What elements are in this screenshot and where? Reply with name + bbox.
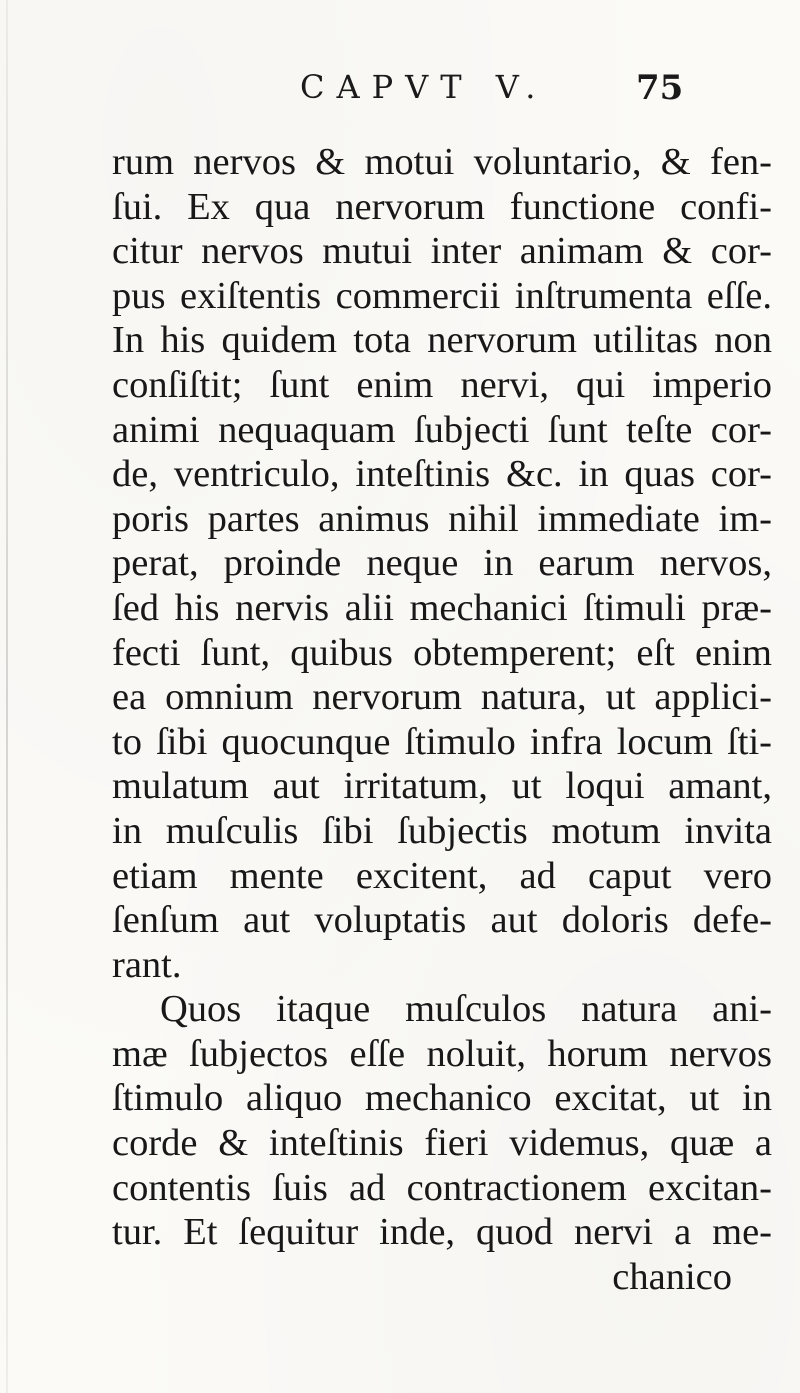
- text-line: mæ ſubjectos eſſe noluit, horum nervos: [112, 1032, 772, 1075]
- text-line: contentis ſuis ad contractionem excitan-: [112, 1166, 772, 1209]
- text-line: ſed his nervis alii mechanici ſtimuli præ-: [112, 586, 772, 629]
- text-line: ſtimulo aliquo mechanico excitat, ut in: [112, 1077, 772, 1120]
- text-line: to ſibi quocunque ſtimulo infra locum ſti-: [112, 720, 772, 763]
- text-line: fecti ſunt, quibus obtemperent; eſt enim: [112, 631, 772, 674]
- page-number: 75: [636, 68, 684, 108]
- text-line: rum nervos & motui voluntario, & fen-: [112, 141, 772, 183]
- text-line: pus exiſtentis commercii inſtrumenta eſſe.: [112, 274, 772, 317]
- text-line: poris partes animus nihil immediate im-: [112, 497, 772, 540]
- catchword: chanico: [612, 1255, 732, 1298]
- text-line: etiam mente excitent, ad caput vero: [112, 854, 772, 897]
- running-head: [0, 68, 800, 128]
- text-line: ſui. Ex qua nervorum functione confi-: [112, 185, 772, 228]
- text-line: de, ventriculo, inteſtinis &c. in quas cor-: [112, 453, 772, 496]
- text-line: tur. Et ſequitur inde, quod nervi a me-: [112, 1211, 772, 1254]
- page-edge: [6, 0, 8, 1393]
- text-line: rant.: [112, 943, 182, 986]
- text-line: perat, proinde neque in earum nervos,: [112, 542, 772, 585]
- text-line: citur nervos mutui inter animam & cor-: [112, 230, 772, 273]
- text-line: conſiſtit; ſunt enim nervi, qui imperio: [112, 363, 772, 406]
- text-line: in muſculis ſibi ſubjectis motum invita: [112, 809, 772, 852]
- text-line: Quos itaque muſculos natura ani-: [160, 988, 772, 1031]
- text-line: animi nequaquam ſubjecti ſunt teſte cor-: [112, 408, 772, 451]
- text-line: ſenſum aut voluptatis aut doloris defe-: [112, 899, 772, 942]
- text-line: corde & inteſtinis fieri videmus, quæ a: [112, 1122, 772, 1165]
- text-line: In his quidem tota nervorum utilitas non: [112, 319, 772, 362]
- text-line: mulatum aut irritatum, ut loqui amant,: [112, 765, 772, 808]
- running-title: CAPVT V.: [300, 68, 548, 106]
- text-line: ea omnium nervorum natura, ut applici-: [112, 676, 772, 719]
- body-text: [112, 140, 772, 1299]
